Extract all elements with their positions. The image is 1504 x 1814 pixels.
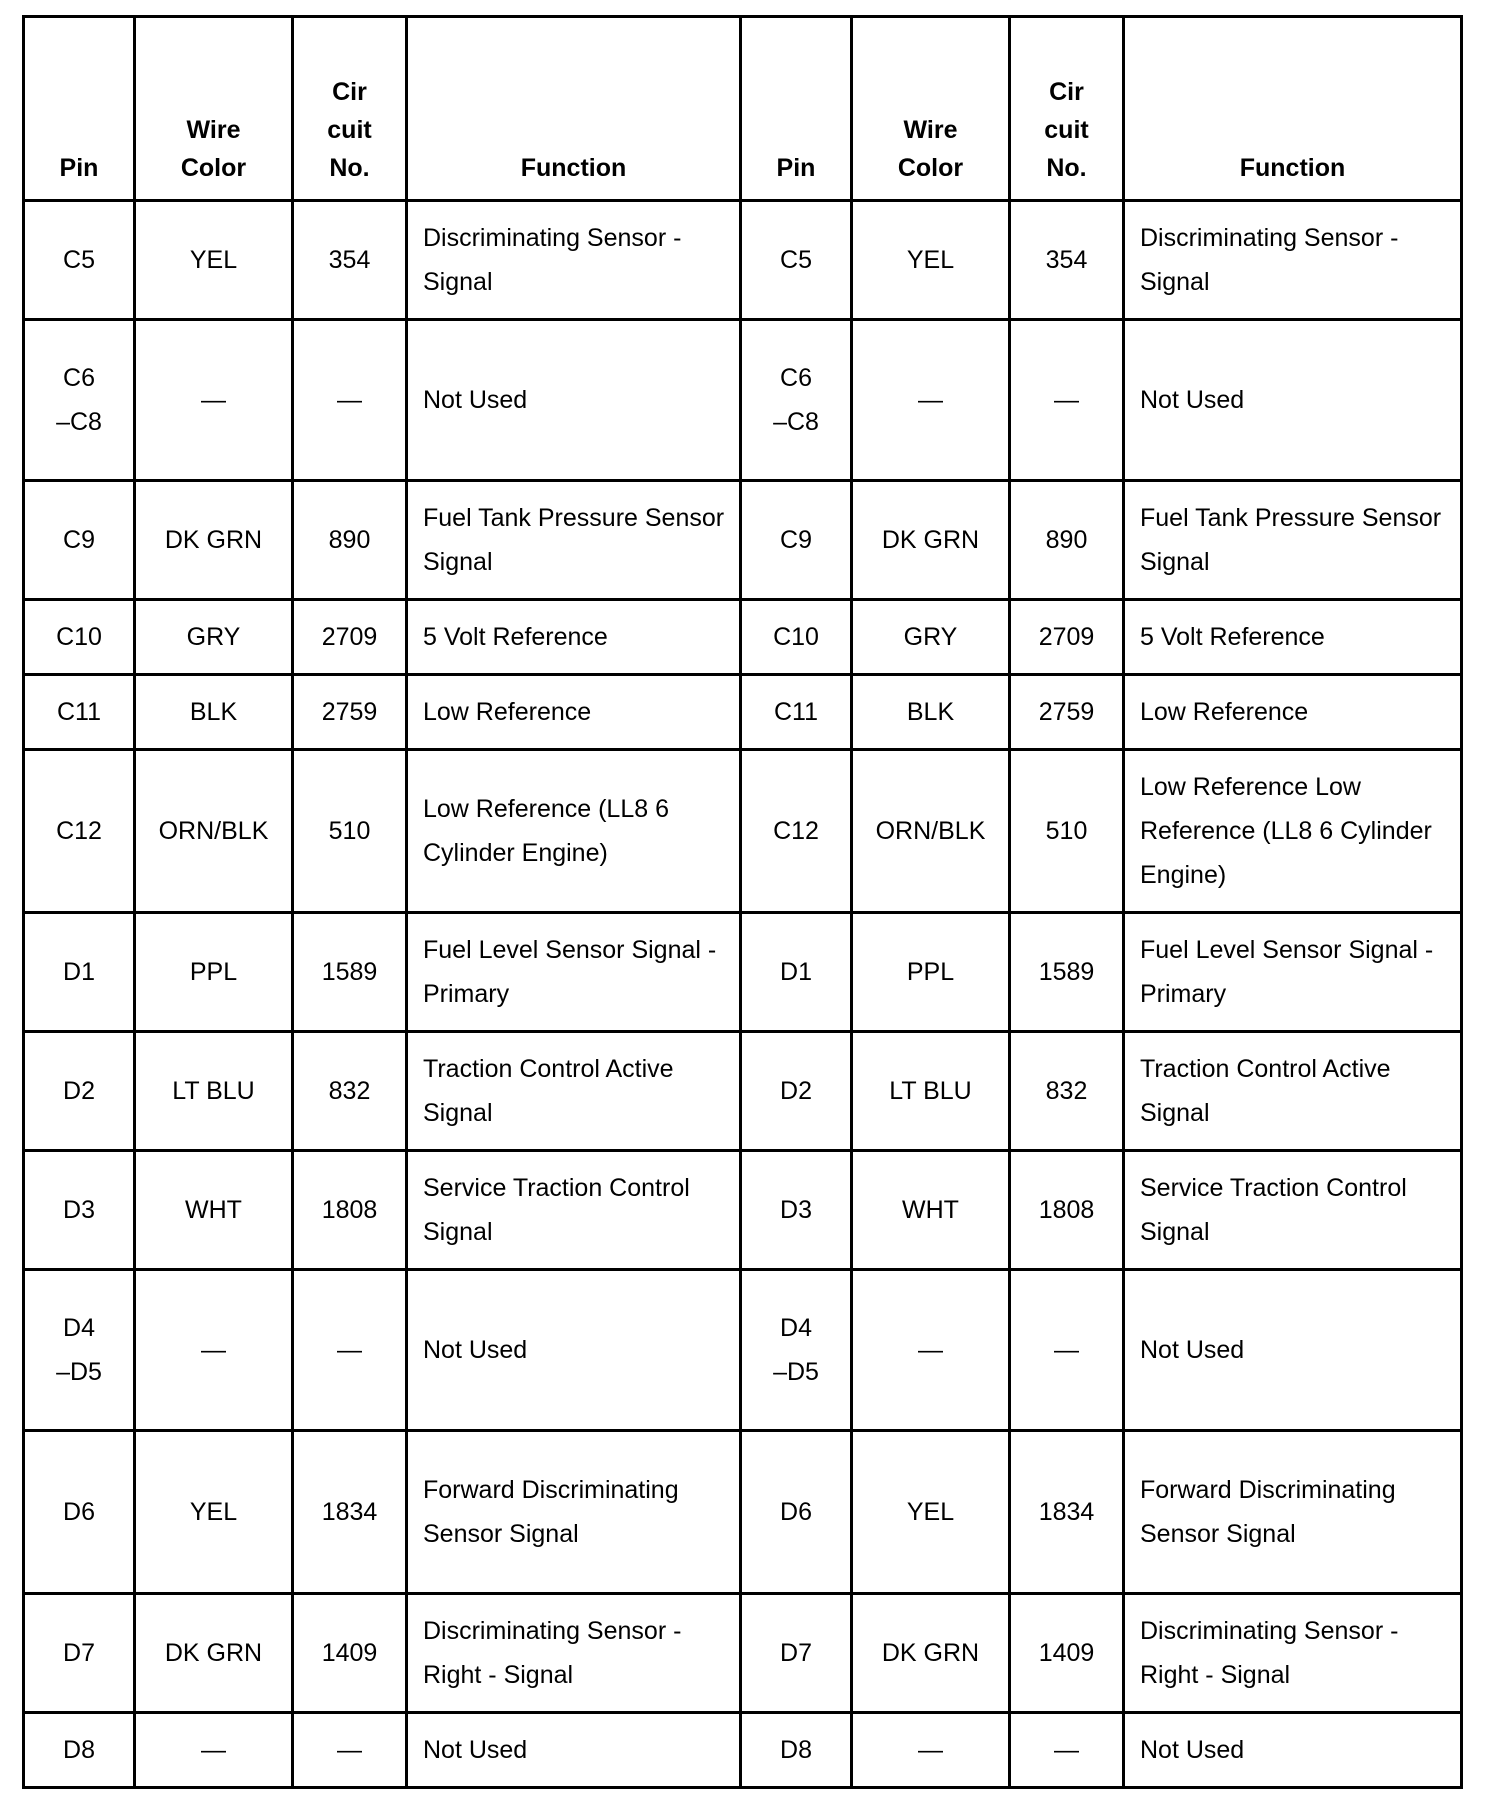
wire-color-cell: GRY [135, 600, 293, 675]
circuit-number-cell: 354 [293, 201, 407, 320]
table-row [24, 675, 1462, 750]
wire-color-cell: — [135, 320, 293, 481]
circuit-number-cell: 2759 [293, 675, 407, 750]
table-row [24, 1270, 1462, 1431]
function-cell: Forward Discriminating Sensor Signal [1124, 1431, 1462, 1594]
circuit-number-cell: 2709 [293, 600, 407, 675]
wire-color-cell: WHT [135, 1151, 293, 1270]
function-cell: Fuel Tank Pressure Sensor Signal [1124, 481, 1462, 600]
function-cell: Traction Control Active Signal [407, 1032, 741, 1151]
pin-cell: D4 –D5 [24, 1270, 135, 1431]
wire-color-cell: ORN/BLK [135, 750, 293, 913]
function-cell: Not Used [407, 1270, 741, 1431]
pin-cell: C12 [24, 750, 135, 913]
header-row [24, 17, 1462, 201]
circuit-number-cell: — [293, 1713, 407, 1788]
wire-color-cell: PPL [135, 913, 293, 1032]
function-cell: Low Reference [1124, 675, 1462, 750]
table-row [24, 913, 1462, 1032]
pin-cell: D8 [741, 1713, 852, 1788]
circuit-number-cell: 1409 [293, 1594, 407, 1713]
circuit-number-cell: 1808 [293, 1151, 407, 1270]
pin-cell: D7 [24, 1594, 135, 1713]
pin-cell: C9 [24, 481, 135, 600]
circuit-number-cell: 1834 [1010, 1431, 1124, 1594]
header-pin: Pin [24, 17, 135, 201]
pin-cell: D2 [741, 1032, 852, 1151]
circuit-number-cell: — [1010, 320, 1124, 481]
header-pin: Pin [741, 17, 852, 201]
function-cell: 5 Volt Reference [407, 600, 741, 675]
pin-cell: D6 [741, 1431, 852, 1594]
wire-color-cell: — [852, 320, 1010, 481]
header-function: Function [407, 17, 741, 201]
wire-color-cell: PPL [852, 913, 1010, 1032]
wire-color-cell: — [135, 1713, 293, 1788]
header-wire-color: Wire Color [852, 17, 1010, 201]
header-circuit-no: Cir cuit No. [293, 17, 407, 201]
wire-color-cell: WHT [852, 1151, 1010, 1270]
circuit-number-cell: 2759 [1010, 675, 1124, 750]
function-cell: Not Used [407, 320, 741, 481]
header-wire-color: Wire Color [135, 17, 293, 201]
circuit-number-cell: — [1010, 1270, 1124, 1431]
circuit-number-cell: 832 [293, 1032, 407, 1151]
pin-cell: D2 [24, 1032, 135, 1151]
wire-color-cell: — [135, 1270, 293, 1431]
circuit-number-cell: — [293, 320, 407, 481]
wire-color-cell: DK GRN [135, 481, 293, 600]
function-cell: Not Used [1124, 1713, 1462, 1788]
pin-cell: C5 [24, 201, 135, 320]
wire-color-cell: BLK [135, 675, 293, 750]
wire-color-cell: DK GRN [852, 481, 1010, 600]
wire-color-cell: YEL [135, 201, 293, 320]
table-row [24, 750, 1462, 913]
function-cell: Service Traction Control Signal [1124, 1151, 1462, 1270]
table-row [24, 320, 1462, 481]
pin-cell: D1 [741, 913, 852, 1032]
circuit-number-cell: 890 [293, 481, 407, 600]
wire-color-cell: LT BLU [135, 1032, 293, 1151]
wire-color-cell: YEL [852, 1431, 1010, 1594]
table-row [24, 1713, 1462, 1788]
table-row [24, 1594, 1462, 1713]
function-cell: Discriminating Sensor - Right - Signal [1124, 1594, 1462, 1713]
circuit-number-cell: 1409 [1010, 1594, 1124, 1713]
table-row [24, 1151, 1462, 1270]
function-cell: Forward Discriminating Sensor Signal [407, 1431, 741, 1594]
function-cell: Traction Control Active Signal [1124, 1032, 1462, 1151]
function-cell: Fuel Level Sensor Signal - Primary [1124, 913, 1462, 1032]
circuit-number-cell: 1808 [1010, 1151, 1124, 1270]
pin-cell: D1 [24, 913, 135, 1032]
circuit-number-cell: 2709 [1010, 600, 1124, 675]
pin-cell: D3 [24, 1151, 135, 1270]
function-cell: Fuel Level Sensor Signal - Primary [407, 913, 741, 1032]
wire-color-cell: GRY [852, 600, 1010, 675]
table-row [24, 1032, 1462, 1151]
wire-color-cell: YEL [135, 1431, 293, 1594]
circuit-number-cell: 1589 [293, 913, 407, 1032]
function-cell: Discriminating Sensor - Right - Signal [407, 1594, 741, 1713]
pin-cell: D7 [741, 1594, 852, 1713]
pin-cell: C11 [24, 675, 135, 750]
circuit-number-cell: 890 [1010, 481, 1124, 600]
pin-cell: C10 [24, 600, 135, 675]
table-row [24, 481, 1462, 600]
circuit-number-cell: 354 [1010, 201, 1124, 320]
function-cell: 5 Volt Reference [1124, 600, 1462, 675]
wire-color-cell: ORN/BLK [852, 750, 1010, 913]
wire-color-cell: BLK [852, 675, 1010, 750]
pin-cell: D6 [24, 1431, 135, 1594]
table-row [24, 1431, 1462, 1594]
circuit-number-cell: — [1010, 1713, 1124, 1788]
table-row [24, 600, 1462, 675]
circuit-number-cell: 1834 [293, 1431, 407, 1594]
wire-color-cell: LT BLU [852, 1032, 1010, 1151]
function-cell: Not Used [1124, 320, 1462, 481]
pin-cell: D3 [741, 1151, 852, 1270]
function-cell: Fuel Tank Pressure Sensor Signal [407, 481, 741, 600]
header-function: Function [1124, 17, 1462, 201]
pin-cell: C12 [741, 750, 852, 913]
pin-cell: D8 [24, 1713, 135, 1788]
wire-color-cell: YEL [852, 201, 1010, 320]
table-row [24, 201, 1462, 320]
circuit-number-cell: 510 [293, 750, 407, 913]
header-circuit-no: Cir cuit No. [1010, 17, 1124, 201]
function-cell: Low Reference Low Reference (LL8 6 Cylinder Engine) [1124, 750, 1462, 913]
pin-cell: C9 [741, 481, 852, 600]
pin-cell: C5 [741, 201, 852, 320]
pin-cell: C10 [741, 600, 852, 675]
wire-color-cell: DK GRN [135, 1594, 293, 1713]
connector-pinout-table [22, 15, 1463, 1789]
function-cell: Low Reference [407, 675, 741, 750]
function-cell: Discriminating Sensor - Signal [407, 201, 741, 320]
circuit-number-cell: — [293, 1270, 407, 1431]
wire-color-cell: DK GRN [852, 1594, 1010, 1713]
pin-cell: C6 –C8 [24, 320, 135, 481]
circuit-number-cell: 832 [1010, 1032, 1124, 1151]
function-cell: Service Traction Control Signal [407, 1151, 741, 1270]
function-cell: Not Used [407, 1713, 741, 1788]
function-cell: Not Used [1124, 1270, 1462, 1431]
wire-color-cell: — [852, 1713, 1010, 1788]
function-cell: Discriminating Sensor - Signal [1124, 201, 1462, 320]
circuit-number-cell: 1589 [1010, 913, 1124, 1032]
pin-cell: C6 –C8 [741, 320, 852, 481]
circuit-number-cell: 510 [1010, 750, 1124, 913]
wire-color-cell: — [852, 1270, 1010, 1431]
pin-cell: D4 –D5 [741, 1270, 852, 1431]
pin-cell: C11 [741, 675, 852, 750]
function-cell: Low Reference (LL8 6 Cylinder Engine) [407, 750, 741, 913]
